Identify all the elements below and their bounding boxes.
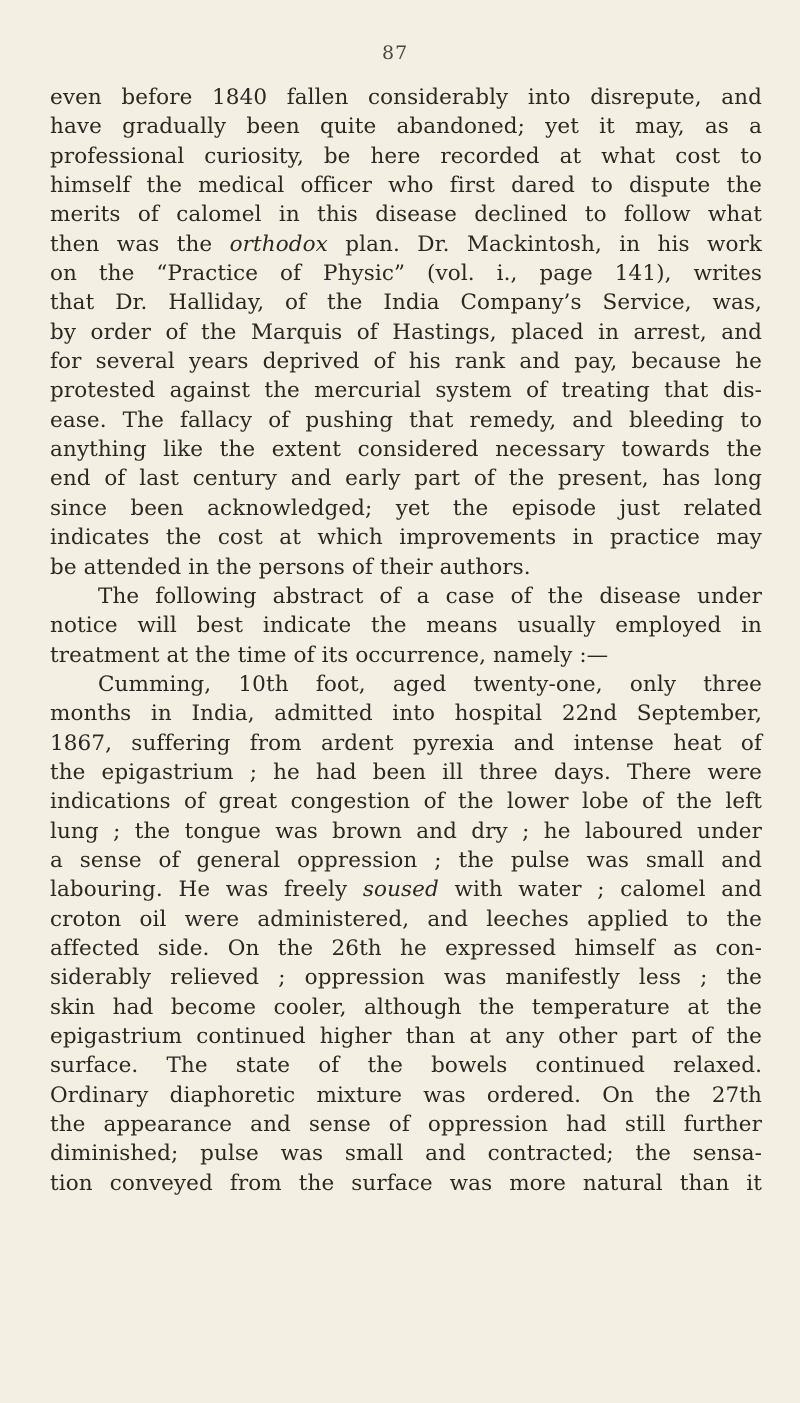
text-line: siderably relieved ; oppression was manifestly less ; the: [50, 965, 762, 991]
text-line: then was the orthodox plan. Dr. Mackintosh, in his work: [50, 231, 762, 257]
text-line: on the “Practice of Physic” (vol. i., page 141), writes: [50, 261, 762, 287]
text-line: notice will best indicate the means usually employed in: [50, 613, 762, 639]
text-line: end of last century and early part of the present, has long: [50, 466, 762, 492]
text-line: labouring. He was freely soused with water ; calomel and: [50, 877, 763, 903]
text-line: be attended in the persons of their authors.: [50, 554, 531, 580]
text-line: months in India, admitted into hospital 22nd September,: [50, 701, 762, 727]
text-line: merits of calomel in this disease declined to follow what: [50, 202, 762, 228]
text-line: professional curiosity, be here recorded at what cost to: [50, 143, 762, 169]
text-line: treatment at the time of its occurrence, namely :—: [50, 642, 609, 668]
page-number: 87: [382, 42, 409, 64]
text-line: Cumming, 10th foot, aged twenty-one, only three: [98, 671, 762, 697]
text-line: 1867, suffering from ardent pyrexia and intense heat of: [50, 730, 762, 756]
text-line: that Dr. Halliday, of the India Company’s Service, was,: [50, 290, 762, 316]
text-line: have gradually been quite abandoned; yet it may, as a: [50, 114, 762, 140]
text-line: anything like the extent considered necessary towards the: [50, 437, 762, 463]
text-line: skin had become cooler, although the temperature at the: [50, 994, 762, 1020]
text-line: protested against the mercurial system of treating that dis-: [50, 378, 762, 404]
text-line: croton oil were administered, and leeches applied to the: [50, 906, 762, 932]
text-line: The following abstract of a case of the disease under: [98, 583, 762, 609]
text-line: since been acknowledged; yet the episode just related: [50, 495, 762, 521]
text-line: indications of great congestion of the lower lobe of the left: [50, 789, 762, 815]
italic-word: soused: [362, 877, 439, 903]
text-line: the appearance and sense of oppression had still further: [50, 1112, 762, 1138]
text-line: Ordinary diaphoretic mixture was ordered. On the 27th: [50, 1082, 762, 1108]
text-line: even before 1840 fallen considerably into disrepute, and: [50, 85, 762, 110]
text-line: surface. The state of the bowels continued relaxed.: [50, 1053, 762, 1079]
text-line: epigastrium continued higher than at any other part of the: [50, 1024, 762, 1049]
text-line: the epigastrium ; he had been ill three days. There were: [50, 759, 762, 785]
text-line: by order of the Marquis of Hastings, placed in arrest, and: [50, 319, 762, 345]
text-line: ease. The fallacy of pushing that remedy, and bleeding to: [50, 407, 762, 433]
text-line: indicates the cost at which improvements in practice may: [50, 525, 762, 551]
text-line: tion conveyed from the surface was more natural than it: [50, 1170, 762, 1196]
italic-word: orthodox: [229, 231, 328, 257]
text-line: a sense of general oppression ; the pulse was small and: [50, 847, 762, 873]
body-text: [50, 83, 762, 1198]
text-line: himself the medical officer who first dared to dispute the: [50, 173, 762, 199]
text-line: affected side. On the 26th he expressed himself as con-: [50, 935, 762, 961]
text-line: lung ; the tongue was brown and dry ; he laboured under: [50, 818, 762, 844]
text-line: diminished; pulse was small and contracted; the sensa-: [50, 1141, 762, 1167]
text-line: for several years deprived of his rank and pay, because he: [50, 349, 762, 375]
